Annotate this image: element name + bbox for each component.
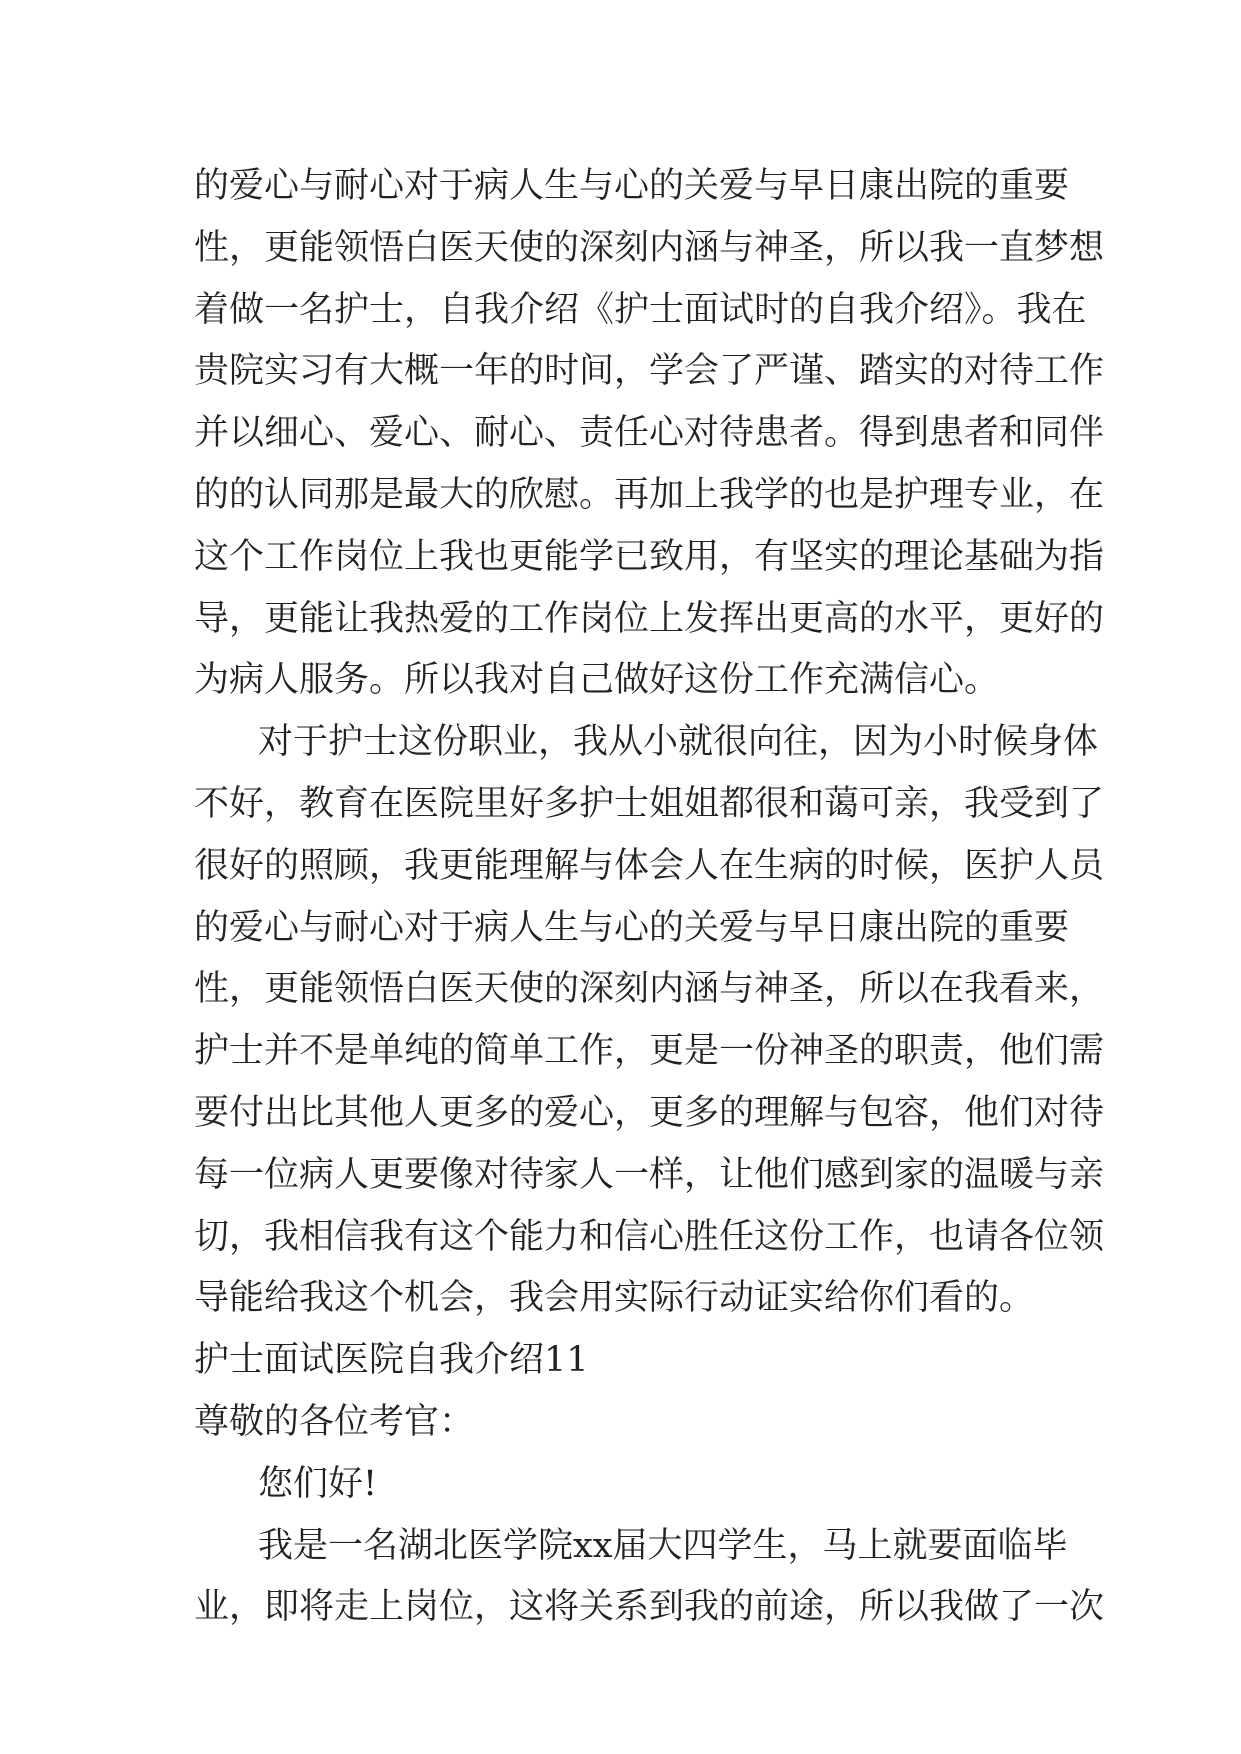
text-line: 切，我相信我有这个能力和信心胜任这份工作，也请各位领: [194, 1216, 1105, 1257]
text-line: 我是一名湖北医学院xx届大四学生，马上就要面临毕: [258, 1525, 1068, 1566]
text-line: 对于护士这份职业，我从小就很向往，因为小时候身体: [258, 722, 1099, 763]
text-line: 导，更能让我热爱的工作岗位上发挥出更高的水平，更好的: [194, 598, 1105, 639]
salutation: 尊敬的各位考官：: [194, 1401, 475, 1442]
text-line: 性，更能领悟白医天使的深刻内涵与神圣，所以我一直梦想: [194, 227, 1105, 268]
text-line: 业，即将走上岗位，这将关系到我的前途，所以我做了一次: [194, 1587, 1105, 1628]
document-body: [194, 156, 1105, 1639]
text-line: 的爱心与耐心对于病人生与心的关爱与早日康出院的重要: [194, 907, 1070, 948]
text-line: 护士并不是单纯的简单工作，更是一份神圣的职责，他们需: [194, 1031, 1105, 1072]
text-line: 不好，教育在医院里好多护士姐姐都很和蔼可亲，我受到了: [194, 783, 1105, 824]
text-line: 的的认同那是最大的欣慰。再加上我学的也是护理专业，在: [194, 474, 1105, 515]
text-line: 着做一名护士，自我介绍《护士面试时的自我介绍》。我在: [194, 289, 1087, 330]
text-line: 很好的照顾，我更能理解与体会人在生病的时候，医护人员: [194, 845, 1105, 886]
text-line: 要付出比其他人更多的爱心，更多的理解与包容，他们对待: [194, 1092, 1105, 1133]
text-line: 的爱心与耐心对于病人生与心的关爱与早日康出院的重要: [194, 166, 1070, 206]
text-line: 贵院实习有大概一年的时间，学会了严谨、踏实的对待工作: [194, 351, 1105, 392]
greeting: 您们好!: [258, 1463, 378, 1504]
text-line: 并以细心、爱心、耐心、责任心对待患者。得到患者和同伴: [194, 413, 1105, 454]
text-line: 每一位病人更要像对待家人一样，让他们感到家的温暖与亲: [194, 1154, 1105, 1195]
text-line: 为病人服务。所以我对自己做好这份工作充满信心。: [194, 660, 1000, 701]
text-line: 这个工作岗位上我也更能学已致用，有坚实的理论基础为指: [194, 536, 1105, 577]
text-line: 导能给我这个机会，我会用实际行动证实给你们看的。: [194, 1278, 1035, 1319]
section-heading: 护士面试医院自我介绍11: [194, 1340, 589, 1381]
text-line: 性，更能领悟白医天使的深刻内涵与神圣，所以在我看来，: [194, 969, 1105, 1010]
